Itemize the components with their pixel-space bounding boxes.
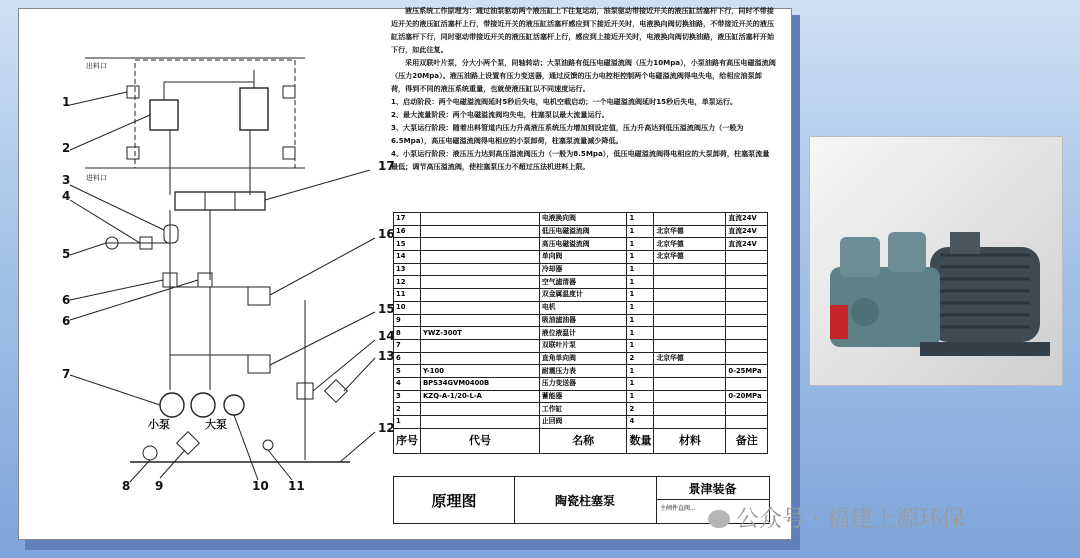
- callout-11: 11: [288, 479, 305, 493]
- bom-cell-name: 直角单向阀: [539, 352, 627, 365]
- bom-cell-no: 12: [394, 276, 421, 289]
- bom-cell-name: 高压电磁溢流阀: [539, 238, 627, 251]
- bom-header-remark: 备注: [726, 428, 768, 453]
- bom-cell-name: 电机: [539, 301, 627, 314]
- bom-row: [394, 263, 768, 276]
- bom-row: [394, 251, 768, 264]
- bom-cell-qty: 1: [627, 365, 654, 378]
- bom-cell-code: [421, 225, 540, 238]
- bom-header-material: 材料: [654, 428, 726, 453]
- bom-cell-material: [654, 301, 726, 314]
- bom-row: [394, 327, 768, 340]
- bom-cell-name: 低压电磁溢流阀: [539, 225, 627, 238]
- small-pump-label: 小泵: [148, 418, 170, 431]
- callout-2: 2: [62, 141, 71, 155]
- bom-cell-code: [421, 301, 540, 314]
- large-pump-label: 大泵: [205, 418, 227, 431]
- bom-cell-qty: 2: [627, 352, 654, 365]
- thermometer-11: [263, 440, 273, 450]
- bom-cell-code: KZQ-A-1/20-L-A: [421, 390, 540, 403]
- system-description: [391, 4, 776, 173]
- bom-cell-qty: 1: [627, 251, 654, 264]
- stage-item: 2、最大流量阶段：两个电磁溢流阀均失电，柱塞泵以最大流量运行。: [391, 110, 609, 119]
- bom-cell-no: 10: [394, 301, 421, 314]
- callout-9: 9: [155, 479, 164, 493]
- accumulator-3: [164, 225, 178, 243]
- bom-row: [394, 301, 768, 314]
- stage-item: 4、小泵运行阶段：液压压力达到高压溢流阀压力（一般为8.5Mpa），低压电磁溢流阀得电相应的大泵卸荷，柱塞泵流量最低；调节高压溢流阀，使柱塞泵压力不超过压法机进料上限。: [391, 149, 770, 171]
- watermark: [708, 500, 965, 533]
- bom-cell-remark: 直流24V: [726, 225, 768, 238]
- bom-cell-code: [421, 251, 540, 264]
- outlet-label: 出料口: [86, 62, 107, 70]
- bom-row: [394, 352, 768, 365]
- bom-cell-material: [654, 327, 726, 340]
- bom-cell-remark: [726, 276, 768, 289]
- bom-cell-remark: [726, 263, 768, 276]
- bom-header-code: 代号: [421, 428, 540, 453]
- bom-cell-name: 蓄能器: [539, 390, 627, 403]
- callout-14: 14: [378, 329, 395, 343]
- bom-cell-material: [654, 377, 726, 390]
- bom-cell-remark: 直流24V: [726, 238, 768, 251]
- bom-cell-material: [654, 314, 726, 327]
- bom-cell-name: 冷却器: [539, 263, 627, 276]
- bom-cell-qty: 4: [627, 416, 654, 429]
- bom-cell-no: 6: [394, 352, 421, 365]
- cooler-13: [325, 380, 348, 403]
- bom-cell-no: 2: [394, 403, 421, 416]
- bom-cell-qty: 1: [627, 301, 654, 314]
- motor-10: [224, 395, 244, 415]
- watermark-text: 公众号 · 福建上源环保: [736, 506, 965, 532]
- bom-row: [394, 365, 768, 378]
- bom-cell-qty: 1: [627, 327, 654, 340]
- check-valve-1c: [283, 86, 295, 98]
- bom-cell-no: 3: [394, 390, 421, 403]
- pump-photo: [810, 137, 1062, 385]
- inlet-label: 进料口: [86, 174, 107, 182]
- bom-cell-remark: [726, 314, 768, 327]
- bom-row: [394, 213, 768, 226]
- bom-cell-remark: [726, 352, 768, 365]
- title-note: 主闸件直阀...: [660, 505, 696, 512]
- bom-cell-qty: 1: [627, 263, 654, 276]
- bill-of-materials: [393, 212, 768, 454]
- pump-motor-illustration: [810, 137, 1062, 385]
- callout-6a: 6: [62, 293, 71, 307]
- bom-row: [394, 314, 768, 327]
- bom-cell-qty: 1: [627, 225, 654, 238]
- bom-cell-qty: 1: [627, 339, 654, 352]
- bom-cell-remark: 0-25MPa: [726, 365, 768, 378]
- bom-cell-no: 16: [394, 225, 421, 238]
- bom-cell-remark: 直流24V: [726, 213, 768, 226]
- bom-row: [394, 238, 768, 251]
- large-pump: [191, 393, 215, 417]
- suction-filter-9: [177, 432, 200, 455]
- description-paragraph: 液压系统工作原理为：通过油泵驱动两个液压缸上下往复运动，油泵驱动带接近开关的液压缸活塞杆下行，同时不带接近开关的液压缸活塞杆上行，带接近开关的液压缸活塞杆感应到下接近开关时，电液换向阀切换油路，不带接近开关的液压缸活塞杆下行，同时驱动带接近开关的液压缸活塞杆上行，感应到上接近开关时，电液换向阀切换油路，液压缸活塞杆开始下行，如此往复。: [391, 6, 775, 54]
- bom-cell-code: [421, 314, 540, 327]
- relief-valve-15: [248, 355, 270, 373]
- bom-row: [394, 225, 768, 238]
- bom-cell-name: 双联叶片泵: [539, 339, 627, 352]
- cylinder-frame: [135, 60, 295, 168]
- bom-row: [394, 377, 768, 390]
- stage-item: 1、启动阶段：两个电磁溢流阀延时5秒后失电，电机空载启动；一个电磁溢流阀延时15秒后失电，单泵运行。: [391, 97, 738, 106]
- callout-15: 15: [378, 302, 395, 316]
- callout-3: 3: [62, 173, 71, 187]
- bom-cell-name: 止回阀: [539, 416, 627, 429]
- wechat-icon: [708, 510, 730, 528]
- bom-cell-qty: 1: [627, 289, 654, 302]
- bom-row: [394, 416, 768, 429]
- bom-cell-no: 14: [394, 251, 421, 264]
- bom-cell-remark: [726, 301, 768, 314]
- bom-cell-qty: 1: [627, 390, 654, 403]
- bom-cell-remark: [726, 403, 768, 416]
- bom-cell-material: [654, 416, 726, 429]
- bom-cell-no: 17: [394, 213, 421, 226]
- level-gauge-8: [143, 446, 157, 460]
- callout-13: 13: [378, 349, 395, 363]
- bom-cell-qty: 1: [627, 314, 654, 327]
- bom-cell-no: 4: [394, 377, 421, 390]
- bom-row: [394, 339, 768, 352]
- bom-cell-code: BPS34GVM0400B: [421, 377, 540, 390]
- bom-cell-material: [654, 390, 726, 403]
- bom-cell-name: 单向阀: [539, 251, 627, 264]
- bom-cell-material: 北京华德: [654, 251, 726, 264]
- bom-cell-material: 北京华德: [654, 238, 726, 251]
- check-valve-1d: [283, 147, 295, 159]
- bom-cell-remark: [726, 377, 768, 390]
- work-cylinder-right: [240, 88, 268, 130]
- bom-cell-remark: [726, 251, 768, 264]
- product-name: 陶瓷柱塞泵: [514, 477, 657, 523]
- bom-cell-code: [421, 339, 540, 352]
- bom-cell-no: 5: [394, 365, 421, 378]
- bom-cell-remark: [726, 289, 768, 302]
- bom-cell-code: [421, 213, 540, 226]
- bom-cell-code: YWZ-300T: [421, 327, 540, 340]
- bom-cell-qty: 1: [627, 238, 654, 251]
- callout-4: 4: [62, 189, 71, 203]
- bom-cell-name: 电液换向阀: [539, 213, 627, 226]
- relief-valve-16: [248, 287, 270, 305]
- bom-cell-name: 空气滤清器: [539, 276, 627, 289]
- callout-6b: 6: [62, 314, 71, 328]
- bom-cell-code: [421, 263, 540, 276]
- bom-cell-remark: 0-20MPa: [726, 390, 768, 403]
- bom-row: [394, 289, 768, 302]
- bom-header-row: [394, 428, 768, 453]
- bom-cell-name: 工作缸: [539, 403, 627, 416]
- bom-cell-material: [654, 403, 726, 416]
- bom-cell-code: [421, 403, 540, 416]
- bom-cell-code: [421, 238, 540, 251]
- bom-header-name: 名称: [539, 428, 627, 453]
- bom-cell-code: [421, 276, 540, 289]
- work-cylinder-left: [150, 100, 178, 130]
- bom-cell-code: [421, 416, 540, 429]
- bom-cell-remark: [726, 339, 768, 352]
- directional-valve-17: [175, 192, 265, 210]
- bom-cell-name: 双金属温度计: [539, 289, 627, 302]
- drawing-name: 原理图: [394, 477, 515, 523]
- description-paragraph: 采用双联叶片泵，分大小两个泵，同轴转动；大泵油路有低压电磁溢流阀（压力10Mpa），小泵油路有高压电磁溢流阀（压力20Mpa）。液压油路上设置有压力变送器，通过反馈的压力电控柜控制两个电磁溢流阀得电失电，给相应油泵卸荷，得到不同的液压系统重量，也就使液压缸以不同速度运行。: [391, 58, 776, 93]
- bom-cell-no: 9: [394, 314, 421, 327]
- bom-cell-qty: 1: [627, 377, 654, 390]
- bom-cell-material: 北京华德: [654, 352, 726, 365]
- bom-cell-no: 11: [394, 289, 421, 302]
- bom-cell-material: [654, 276, 726, 289]
- bom-cell-code: [421, 289, 540, 302]
- bom-cell-no: 15: [394, 238, 421, 251]
- bom-cell-material: [654, 213, 726, 226]
- small-pump: [160, 393, 184, 417]
- bom-cell-no: 13: [394, 263, 421, 276]
- bom-cell-code: [421, 352, 540, 365]
- bom-cell-material: [654, 339, 726, 352]
- callout-16: 16: [378, 227, 395, 241]
- bom-cell-name: 耐震压力表: [539, 365, 627, 378]
- bom-cell-name: 压力变送器: [539, 377, 627, 390]
- callout-12: 12: [378, 421, 395, 435]
- bom-cell-qty: 2: [627, 403, 654, 416]
- bom-row: [394, 403, 768, 416]
- bom-row: [394, 390, 768, 403]
- callout-10: 10: [252, 479, 269, 493]
- bom-header-qty: 数量: [627, 428, 654, 453]
- callout-1: 1: [62, 95, 71, 109]
- bom-cell-qty: 1: [627, 276, 654, 289]
- bom-cell-name: 液位液温计: [539, 327, 627, 340]
- callout-8: 8: [122, 479, 131, 493]
- bom-row: [394, 276, 768, 289]
- check-valve-1b: [127, 147, 139, 159]
- bom-cell-material: 北京华德: [654, 225, 726, 238]
- bom-cell-no: 8: [394, 327, 421, 340]
- bom-cell-qty: 1: [627, 213, 654, 226]
- callout-17: 17: [378, 159, 395, 173]
- company-name: 景津装备: [656, 477, 769, 500]
- bom-cell-material: [654, 289, 726, 302]
- stage-item: 3、大泵运行阶段：随着出料管道内压力升高液压系统压力增加到设定值，压力升高达到低压溢流阀压力（一般为6.5Mpa），高压电磁溢流阀得电相应的小泵卸荷，柱塞泵流量减少降低。: [391, 123, 744, 145]
- bom-cell-name: 吸油滤油器: [539, 314, 627, 327]
- callout-7: 7: [62, 367, 71, 381]
- bom-header-no: 序号: [394, 428, 421, 453]
- bom-cell-material: [654, 365, 726, 378]
- bom-cell-remark: [726, 327, 768, 340]
- callout-5: 5: [62, 247, 71, 261]
- check-valve-1a: [127, 86, 139, 98]
- bom-cell-remark: [726, 416, 768, 429]
- bom-cell-no: 1: [394, 416, 421, 429]
- bom-cell-code: Y-100: [421, 365, 540, 378]
- bom-cell-material: [654, 263, 726, 276]
- bom-cell-no: 7: [394, 339, 421, 352]
